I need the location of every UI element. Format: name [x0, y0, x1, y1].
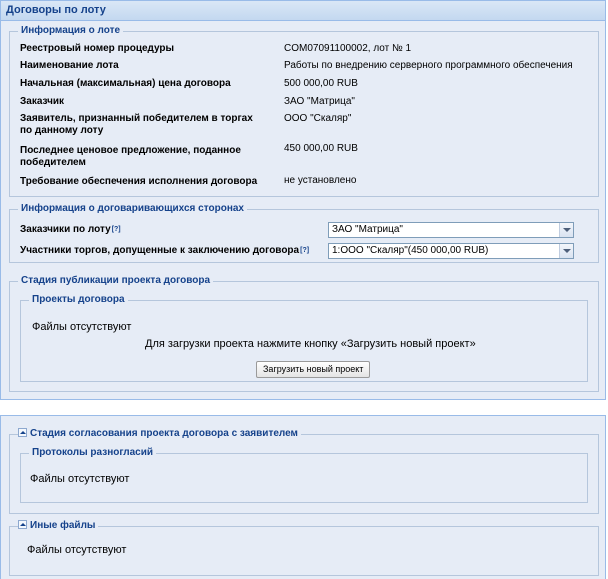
publication-legend: Стадия публикации проекта договора [18, 275, 213, 287]
approval-legend [18, 428, 301, 440]
participants-select-value: 1:ООО "Скаляр"(450 000,00 RUB) [332, 245, 489, 256]
lot-info-value: 500 000,00 RUB [284, 78, 358, 89]
no-files-text: Файлы отсутствуют [30, 473, 130, 485]
parties-fieldset [9, 203, 599, 263]
participants-label [20, 245, 330, 257]
other-files-legend-text: Иные файлы [30, 520, 96, 531]
parties-legend: Информация о договаривающихся сторонах [18, 203, 247, 215]
no-files-text: Файлы отсутствуют [27, 544, 127, 556]
protocols-fieldset [20, 447, 588, 503]
chevron-down-icon[interactable] [559, 244, 573, 258]
lot-info-value: Работы по внедрению серверного программного обеспечения [284, 60, 573, 71]
lot-info-value: ООО "Скаляр" [284, 113, 352, 124]
lot-info-value: 450 000,00 RUB [284, 143, 358, 154]
projects-legend: Проекты договора [29, 294, 128, 306]
lot-info-label: Заказчик [20, 96, 65, 107]
participants-label-text: Участники торгов, допущенные к заключению договора [20, 245, 300, 256]
publication-fieldset [9, 275, 599, 392]
lot-info-label: Последнее ценовое предложение, поданное победителем [20, 145, 241, 168]
no-files-text: Файлы отсутствуют [32, 321, 132, 333]
other-files-legend [18, 520, 98, 532]
protocols-legend: Протоколы разногласий [29, 447, 156, 459]
lot-info-legend: Информация о лоте [18, 25, 123, 37]
customers-label [20, 224, 320, 236]
lot-info-value: ЗАО "Матрица" [284, 96, 355, 107]
participants-select[interactable] [328, 243, 574, 259]
collapse-icon[interactable] [18, 520, 27, 529]
projects-fieldset [20, 294, 588, 382]
lot-info-label: Начальная (максимальная) цена договора [20, 78, 231, 89]
customers-help-link[interactable]: [?] [111, 226, 121, 233]
approval-legend-text: Стадия согласования проекта договора с заявителем [30, 428, 298, 439]
other-files-fieldset [9, 520, 599, 576]
approval-fieldset [9, 428, 599, 514]
customers-label-text: Заказчики по лоту [20, 224, 111, 235]
customers-select[interactable] [328, 222, 574, 238]
participants-help-link[interactable]: [?] [300, 247, 310, 254]
upload-hint: Для загрузки проекта нажмите кнопку «Загрузить новый проект» [145, 338, 476, 350]
lot-info-label: Заявитель, признанный победителем в торгах по данному лоту [20, 113, 253, 136]
lot-info-fieldset [9, 25, 599, 197]
lot-info-label: Требование обеспечения исполнения договора [20, 176, 258, 187]
lot-info-value: не установлено [284, 175, 357, 186]
chevron-down-icon[interactable] [559, 223, 573, 237]
collapse-icon[interactable] [18, 428, 27, 437]
panel-title: Договоры по лоту [1, 1, 605, 21]
stages-panel [0, 415, 606, 579]
lot-info-label: Наименование лота [20, 60, 119, 71]
upload-project-button[interactable]: Загрузить новый проект [256, 361, 370, 378]
lot-info-value: COM07091100002, лот № 1 [284, 43, 412, 54]
customers-select-value: ЗАО "Матрица" [332, 224, 403, 235]
lot-info-label: Реестровый номер процедуры [20, 43, 175, 54]
